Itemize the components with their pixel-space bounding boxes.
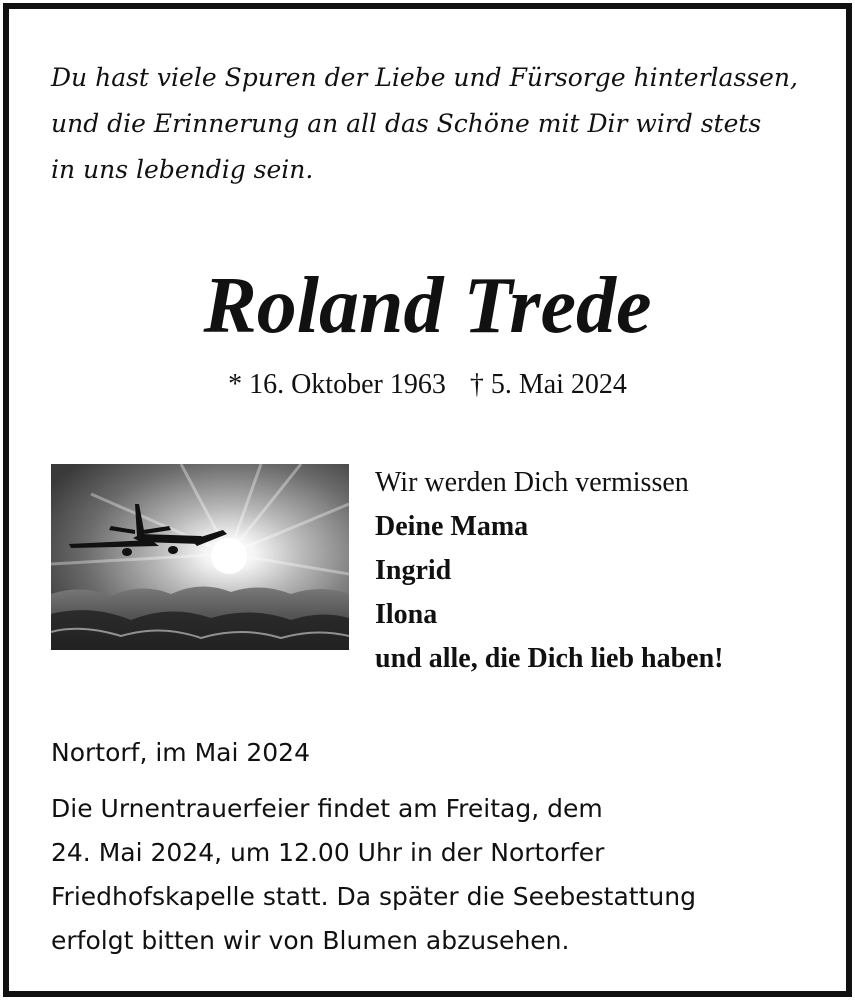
mourner-name: Ilona [375,599,438,630]
mourners-list [375,461,835,681]
life-dates [9,365,846,405]
mourner-name: Deine Mama [375,511,529,542]
notice-line: Die Urnentrauerfeier findet am Freitag, dem [51,794,603,823]
mourner-name: Ingrid [375,555,452,586]
place-and-date: Nortorf, im Mai 2024 [51,738,310,767]
notice-line: Friedhofskapelle statt. Da später die Seebestattung [51,882,696,911]
airplane-sunset-photo [51,464,349,650]
deceased-name: Roland Trede [203,262,652,350]
obituary-content [9,9,846,991]
funeral-notice [51,787,831,963]
obituary-frame [3,3,852,997]
verse-line: in uns lebendig sein. [51,155,314,184]
airplane-photo-icon [51,464,349,650]
verse-line: und die Erinnerung an all das Schöne mit Dir wird stets [51,109,762,138]
memorial-verse [51,55,831,193]
verse-line: Du hast viele Spuren der Liebe und Fürsorge hinterlassen, [51,63,798,92]
death-date: † 5. Mai 2024 [469,369,627,400]
birth-date: * 16. Oktober 1963 [228,369,446,400]
mourners-intro: Wir werden Dich vermissen [375,467,689,498]
mourners-closing: und alle, die Dich lieb haben! [375,643,724,674]
notice-line: erfolgt bitten wir von Blumen abzusehen. [51,926,570,955]
notice-line: 24. Mai 2024, um 12.00 Uhr in der Nortorfer [51,838,605,867]
